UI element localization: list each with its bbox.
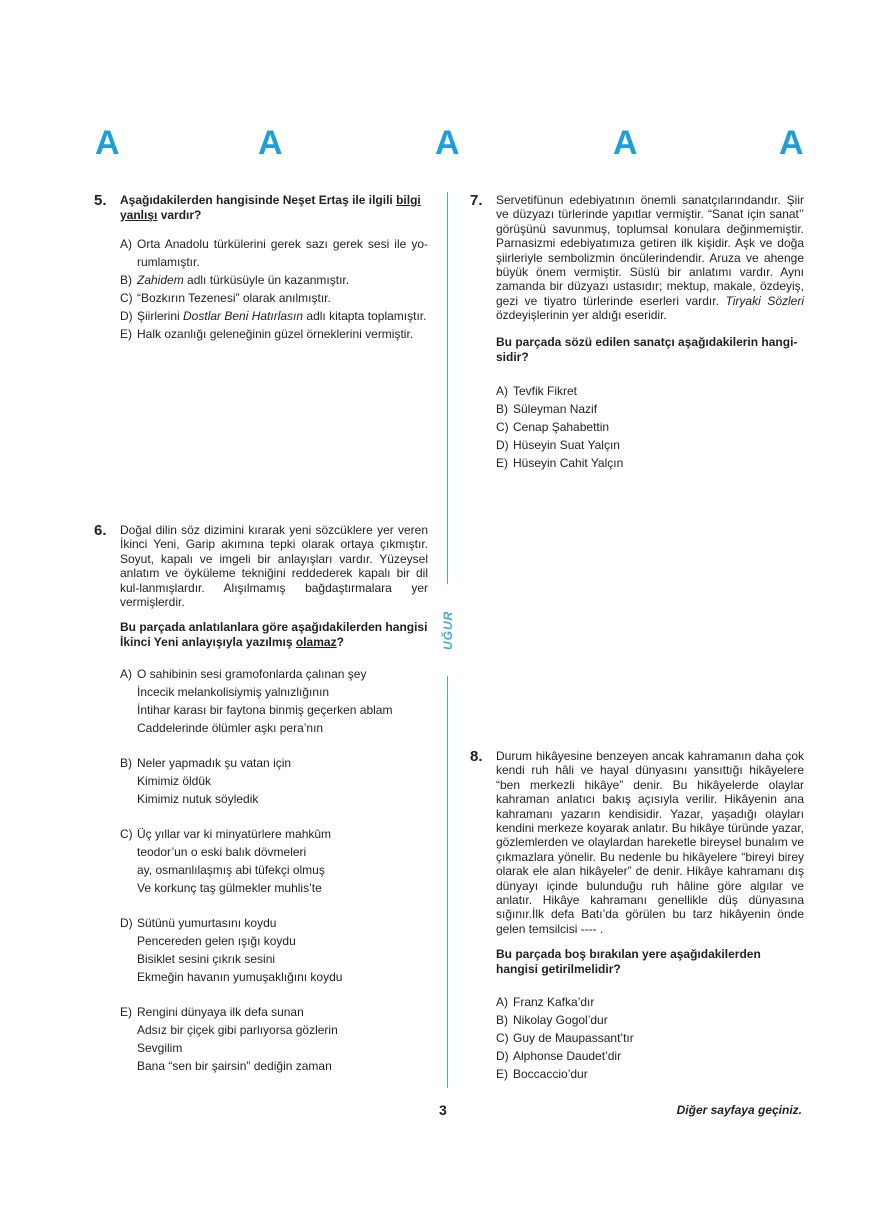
- option-b[interactable]: B) Neler yapmadık şu vatan için Kimimiz öldük Kimimiz nutuk söyledik: [120, 756, 292, 807]
- option-b[interactable]: B) Nikolay Gogol’dur: [496, 1013, 608, 1028]
- booklet-letter-4: A: [613, 124, 638, 162]
- option-d[interactable]: D) Şiirlerini Dostlar Beni Hatırlasın adlı kitapta toplamıştır.: [120, 309, 427, 323]
- option-e[interactable]: E) Rengini dünyaya ilk defa sunan Adsız bir çiçek gibi parlıyorsa gözlerin Sevgilim Bana “sen bir şairsin” dediğin zaman: [120, 1005, 338, 1074]
- question-8: [470, 749, 804, 1083]
- question-passage: Servetifünun edebiyatının önemli sanatçılarındandır. Şiir ve düzyazı türlerinde yapıtlar vermiştir. “Sanat için sanat’’ görüşünü savunmuş, toplumsal konulara değinmemiştir. Parnasizmi edebiyatımıza getiren ilk kişidir. Aşk ve doğa şiirleriyle sembolizmin öncülerindendir. Aruza ve ahenge büyük önem vermiştir. Süslü bir anlatımı vardır. Aynı zamanda bir düzyazı ustasıdır; mektup, makale, özdeyiş, gezi ve tiyatro türlerinde eserleri vardır. Tiryaki Sözleri özdeyişlerinin yer aldığı eseridir.: [496, 193, 804, 323]
- booklet-letter-1: A: [95, 124, 120, 162]
- option-a[interactable]: A) O sahibinin sesi gramofonlarda çalınan şey İncecik melankolisiymiş yalnızlığının İntihar karası bir faytona binmiş geçerken ablam Caddelerinde ölümler aşkı pera’nın: [120, 667, 393, 736]
- question-stem: Bu parçada boş bırakılan yere aşağıdakilerden hangisi getirilmelidir?: [496, 947, 761, 977]
- option-a[interactable]: A) Franz Kafka’dır: [496, 995, 595, 1010]
- next-page-note: Diğer sayfaya geçiniz.: [676, 1103, 802, 1117]
- answer-options: [120, 665, 428, 1075]
- option-a[interactable]: A) Orta Anadolu türkülerini gerek sazı gerek sesi ile yo- rumlamıştır.: [120, 237, 428, 269]
- option-c[interactable]: C) “Bozkırın Tezenesi” olarak anılmıştır.: [120, 291, 331, 305]
- option-a[interactable]: A) Tevfik Fikret: [496, 383, 578, 398]
- question-number: 6.: [94, 522, 107, 539]
- answer-options: [496, 382, 804, 472]
- column-divider-bottom: [447, 676, 448, 1088]
- option-b[interactable]: B) Süleyman Nazif: [496, 401, 598, 416]
- answer-options: [120, 235, 428, 343]
- option-d[interactable]: D) Sütünü yumurtasını koydu Pencereden gelen ışığı koydu Bisiklet sesini çıkrık sesini Ekmeğin havanın yumuşaklığını koydu: [120, 916, 343, 985]
- option-c[interactable]: C) Guy de Maupassant’tır: [496, 1031, 634, 1046]
- brand-logo: UĞUR: [441, 610, 455, 650]
- answer-options: [496, 993, 804, 1083]
- option-c[interactable]: C) Cenap Şahabettin: [496, 419, 610, 434]
- booklet-letter-3: A: [435, 124, 460, 162]
- question-stem: Bu parçada sözü edilen sanatçı aşağıdakilerin hangi-sidir?: [496, 334, 798, 364]
- question-passage: Durum hikâyesine benzeyen ancak kahramanın daha çok kendi ruh hâli ve hayal dünyasını yansıttığı hikâyelere “ben merkezli hikâye” denir. Bu hikâyelerde olaylar kahraman anlatıcı bakış açısıyla verilir. Hikâyenin ana kahramanı yazarın kendisidir. Yazar, yaşadığı olayları kendini merkeze koyarak anlatır. Bu hikâye türünde yazar, gözlemlerden ve olaylardan hareketle bireysel bunalım ve çıkmazlara yönelir. Bu nedenle bu hikâyelere “bireyi birey olarak ele alan hikâyeler” de denir. Hikâye kahramanı dış dünyayı içinde bulunduğu ruh hâline göre algılar ve anlatır. Hikâye kahramanı genellikle düş dünyasına sığınır.İlk defa Batı’da görülen bu tarz hikâyenin önde gelen temsilcisi ---- .: [496, 749, 804, 936]
- booklet-letter-2: A: [258, 124, 283, 162]
- option-d[interactable]: D) Alphonse Daudet’dir: [496, 1049, 622, 1064]
- question-stem: Aşağıdakilerden hangisinde Neşet Ertaş ile ilgili bilgi yanlışı vardır?: [120, 193, 421, 222]
- option-d[interactable]: D) Hüseyin Suat Yalçın: [496, 437, 620, 452]
- column-divider-top: [447, 192, 448, 584]
- page-number: 3: [439, 1102, 447, 1118]
- question-number: 7.: [470, 192, 483, 209]
- option-e[interactable]: E) Halk ozanlığı geleneğinin güzel örneklerini vermiştir.: [120, 327, 414, 341]
- question-stem: Bu parçada anlatılanlara göre aşağıdakilerden hangisi İkinci Yeni anlayışıyla yazılmış olamaz?: [120, 620, 428, 650]
- booklet-letter-5: A: [779, 124, 804, 162]
- option-c[interactable]: C) Üç yıllar var ki minyatürlere mahkûm teodor’un o eski balık dövmeleri ay, osmanlılaşmış abi tüfekçi olmuş Ve korkunç taş gülmekler muhlis’te: [120, 827, 332, 896]
- question-passage: Doğal dilin söz dizimini kırarak yeni sözcüklere yer veren İkinci Yeni, Garip akımına tepki olarak ortaya çıkmıştır. Soyut, kapalı ve imgeli bir anlayışları vardır. Yüzeysel anlatım ve öyküleme tekniğini reddederek kapalı bir dil kul-lanmışlardır. Alışılmamış bağdaştırmalara yer vermişlerdir.: [120, 523, 428, 610]
- option-b[interactable]: B) Zahidem adlı türküsüyle ün kazanmıştır.: [120, 273, 350, 287]
- question-number: 8.: [470, 748, 483, 765]
- option-e[interactable]: E) Boccaccio’dur: [496, 1067, 588, 1082]
- question-7: [470, 193, 804, 472]
- question-number: 5.: [94, 192, 107, 209]
- option-e[interactable]: E) Hüseyin Cahit Yalçın: [496, 455, 624, 470]
- question-5: [94, 193, 428, 343]
- question-6: [94, 523, 428, 1075]
